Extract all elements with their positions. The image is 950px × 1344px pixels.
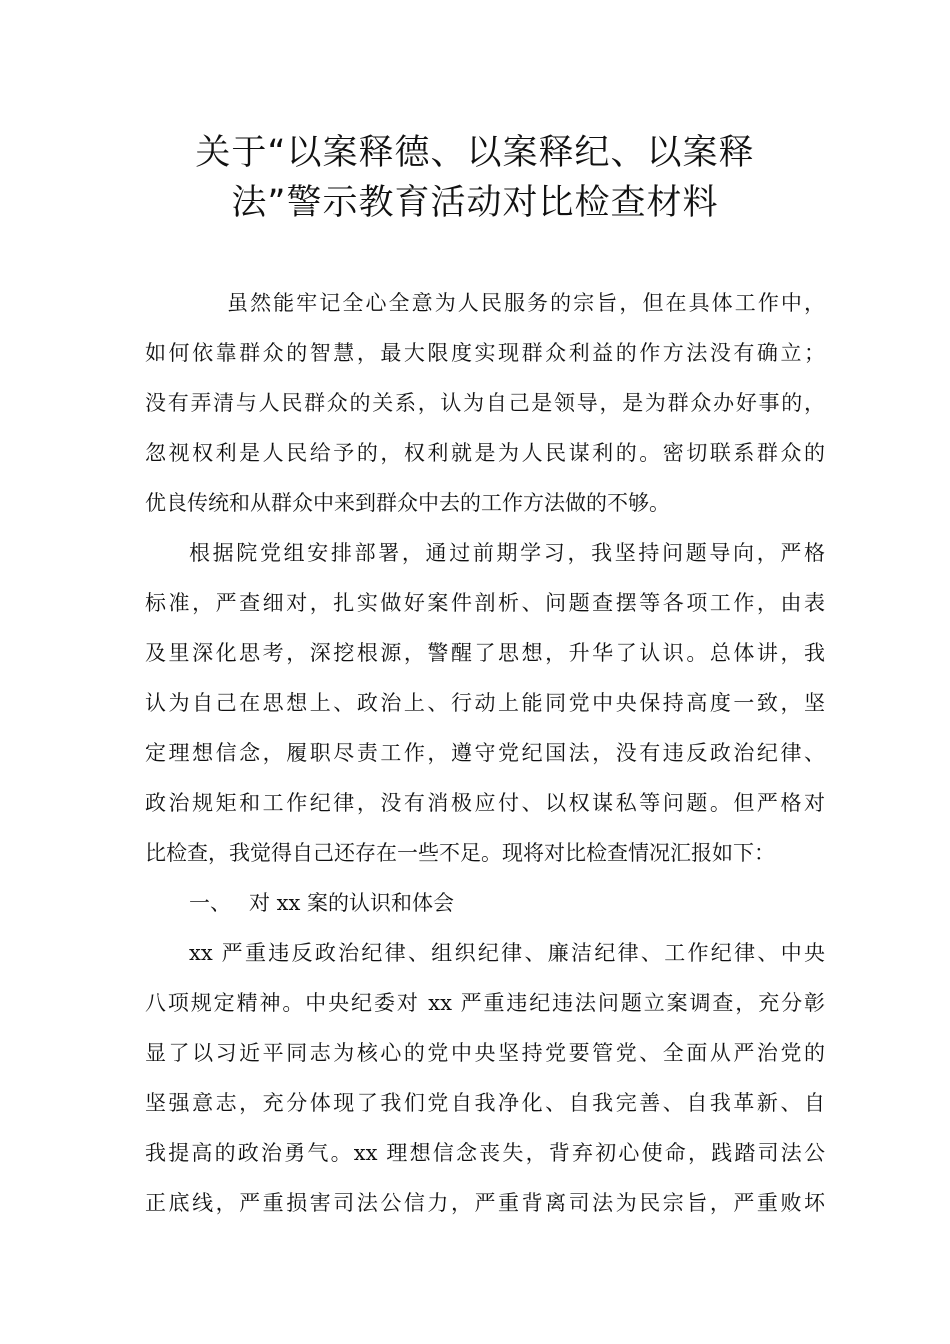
title-line-1: 关于“以案释德、以案释纪、以案释	[195, 133, 755, 173]
paragraph-line: 正底线，严重损害司法公信力，严重背离司法为民宗旨，严重败坏	[145, 1191, 825, 1215]
paragraph-line: 我提高的政治勇气。xx 理想信念丧失，背弃初心使命，践踏司法公	[145, 1141, 825, 1165]
paragraph-line: 及里深化思考，深挖根源，警醒了思想，升华了认识。总体讲，我	[145, 641, 825, 665]
paragraph-line: 八项规定精神。中央纪委对 xx 严重违纪违法问题立案调查，充分彰	[145, 991, 825, 1015]
paragraph-3	[145, 928, 825, 1228]
paragraph-line: 根据院党组安排部署，通过前期学习，我坚持问题导向，严格	[189, 541, 825, 565]
paragraph-line: 政治规矩和工作纪律，没有消极应付、以权谋私等问题。但严格对	[145, 791, 825, 815]
section-number: 一、	[189, 891, 231, 915]
section-heading-text: 对 xx 案的认识和体会	[249, 891, 455, 915]
paragraph-1	[145, 278, 825, 528]
paragraph-line: 定理想信念，履职尽责工作，遵守党纪国法，没有违反政治纪律、	[145, 741, 825, 765]
title-line-2: 法”警示教育活动对比检查材料	[231, 183, 719, 223]
paragraph-line: 虽然能牢记全心全意为人民服务的宗旨，但在具体工作中，	[227, 291, 825, 315]
paragraph-line: 认为自己在思想上、政治上、行动上能同党中央保持高度一致，坚	[145, 691, 825, 715]
paragraph-line: 优良传统和从群众中来到群众中去的工作方法做的不够。	[145, 491, 670, 515]
paragraph-line: xx 严重违反政治纪律、组织纪律、廉洁纪律、工作纪律、中央	[189, 941, 825, 965]
paragraph-2	[145, 528, 825, 878]
paragraph-line: 没有弄清与人民群众的关系，认为自己是领导，是为群众办好事的，	[145, 391, 825, 415]
document-title	[120, 128, 830, 228]
paragraph-line: 标准，严查细对，扎实做好案件剖析、问题查摆等各项工作，由表	[145, 591, 825, 615]
paragraph-line: 忽视权利是人民给予的，权利就是为人民谋利的。密切联系群众的	[145, 441, 825, 465]
section-heading	[145, 878, 825, 928]
paragraph-line: 比检查，我觉得自己还存在一些不足。现将对比检查情况汇报如下：	[145, 841, 775, 865]
paragraph-line: 如何依靠群众的智慧，最大限度实现群众利益的作方法没有确立；	[145, 341, 825, 365]
paragraph-line: 显了以习近平同志为核心的党中央坚持党要管党、全面从严治党的	[145, 1041, 825, 1065]
document-body	[145, 278, 825, 1228]
paragraph-line: 坚强意志，充分体现了我们党自我净化、自我完善、自我革新、自	[145, 1091, 825, 1115]
